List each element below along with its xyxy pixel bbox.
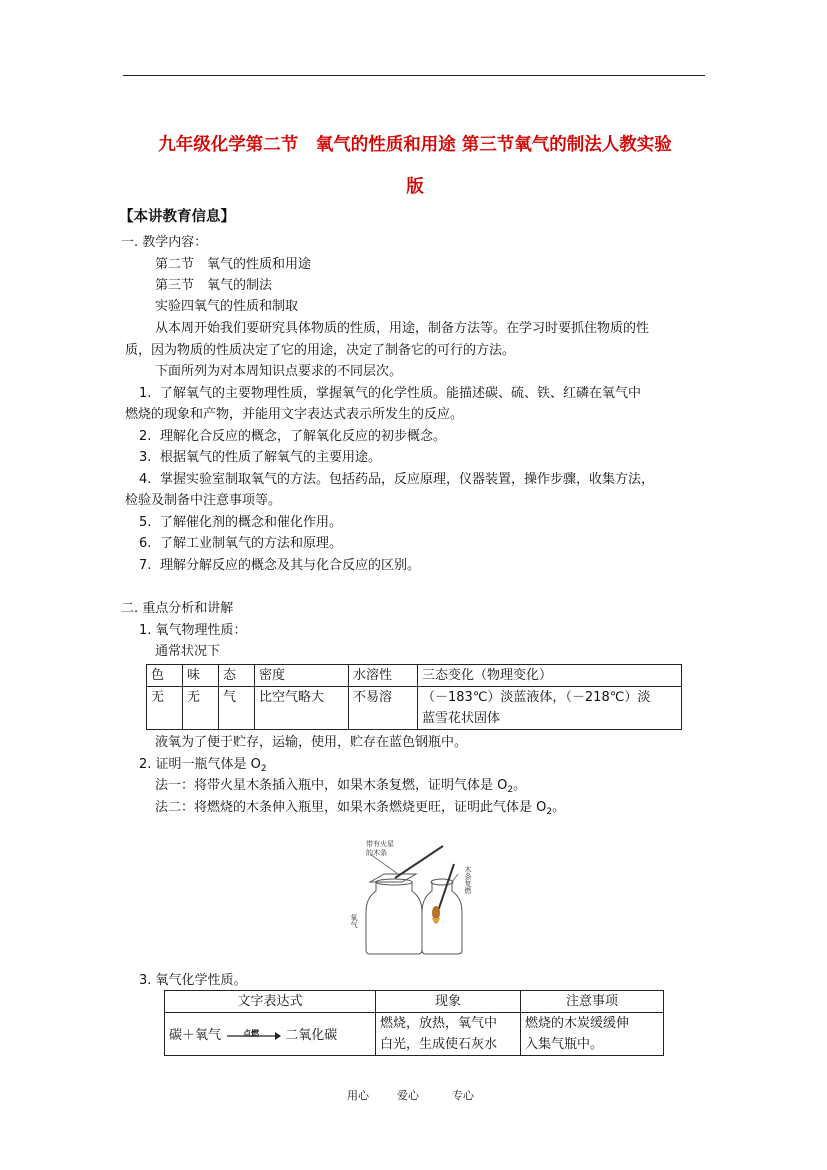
table-row bbox=[165, 1013, 664, 1056]
table-row bbox=[147, 687, 682, 730]
subsection-title: 1. 氧气物理性质： bbox=[139, 623, 247, 638]
req-number: 1. bbox=[139, 386, 152, 401]
reaction-arrow bbox=[225, 1026, 281, 1044]
table-header-cell: 密度 bbox=[255, 665, 349, 687]
figure-label: 氧气 bbox=[350, 914, 358, 928]
table-cell: 比空气略大 bbox=[255, 687, 349, 730]
req-text: 根据氧气的性质了解氧气的主要用途。 bbox=[160, 450, 382, 465]
req-text: 理解分解反应的概念及其与化合反应的区别。 bbox=[160, 558, 421, 573]
paragraph: 从本周开始我们要研究具体物质的性质，用途，制备方法等。在学习时要抓住物质的性 bbox=[155, 321, 650, 336]
phenomenon-line: 白光，生成使石灰水 bbox=[380, 1037, 498, 1052]
table-header-cell: 三态变化（物理变化） bbox=[418, 665, 682, 687]
paragraph: 质，因为物质的性质决定了它的用途，决定了制备它的可行的方法。 bbox=[125, 343, 516, 358]
reaction-condition: 点燃 bbox=[243, 1029, 260, 1038]
table-header-cell: 水溶性 bbox=[349, 665, 418, 687]
req-text: 了解工业制氧气的方法和原理。 bbox=[160, 536, 343, 551]
reactants: 碳＋氧气 bbox=[169, 1027, 222, 1043]
figure-label: 的木条 bbox=[366, 849, 387, 857]
table-cell bbox=[521, 1013, 664, 1056]
phenomenon-line: 燃烧，放热，氧气中 bbox=[380, 1016, 498, 1031]
req-text: 了解氧气的主要物理性质，掌握氧气的化学性质。能描述碳、硫、铁、红磷在氧气中 bbox=[160, 386, 642, 401]
product: 二氧化碳 bbox=[285, 1027, 338, 1043]
table-header-cell: 现象 bbox=[376, 991, 521, 1013]
req-text: 了解催化剂的概念和催化作用。 bbox=[160, 515, 343, 530]
table-cell: 不易溶 bbox=[349, 687, 418, 730]
word-equation bbox=[165, 1013, 376, 1056]
subsection-title: 3. 氧气化学性质。 bbox=[139, 973, 247, 988]
table-cell: 无 bbox=[147, 687, 183, 730]
part2-heading: 二. 重点分析和讲解 bbox=[121, 601, 234, 616]
method-one: 法一：将带火星木条插入瓶中，如果木条复燃，证明气体是 $O_2$。 bbox=[155, 778, 527, 795]
header-rule bbox=[123, 75, 705, 76]
table-header-row bbox=[165, 991, 664, 1013]
req-number: 4. bbox=[139, 472, 152, 487]
table-header-cell: 文字表达式 bbox=[165, 991, 376, 1013]
footer-text: 爱心 bbox=[397, 1089, 419, 1102]
state-change-line: 蓝雪花状固体 bbox=[422, 711, 501, 726]
subsection-title: 2. 证明一瓶气体是 $O_2$ bbox=[139, 757, 267, 774]
content-item: 第三节 氧气的制法 bbox=[155, 278, 273, 293]
footer-text: 用心 bbox=[347, 1089, 369, 1102]
table-cell bbox=[418, 687, 682, 730]
table-header-cell: 态 bbox=[219, 665, 255, 687]
req-text: 理解化合反应的概念，了解氧化反应的初步概念。 bbox=[160, 429, 447, 444]
page-title-line2: 版 bbox=[406, 177, 424, 197]
req-number: 6. bbox=[139, 536, 152, 551]
section-header: 【本讲教育信息】 bbox=[119, 209, 235, 225]
figure-label: 带有火星 bbox=[366, 840, 394, 848]
table-header-cell: 注意事项 bbox=[521, 991, 664, 1013]
chemical-properties-table bbox=[164, 990, 664, 1056]
req-text: 检验及制备中注意事项等。 bbox=[125, 493, 282, 508]
req-number: 3. bbox=[139, 450, 152, 465]
req-text: 掌握实验室制取氧气的方法。包括药品，反应原理，仪器装置，操作步骤，收集方法， bbox=[160, 472, 655, 487]
req-number: 2. bbox=[139, 429, 152, 444]
table-header-cell: 色 bbox=[147, 665, 183, 687]
table-cell: 气 bbox=[219, 687, 255, 730]
page-title-line1: 九年级化学第二节 氧气的性质和用途 第三节氧气的制法人教实验 bbox=[158, 135, 672, 155]
req-number: 5. bbox=[139, 515, 152, 530]
note-line: 燃烧的木炭缓缓伸 bbox=[525, 1016, 630, 1031]
paragraph: 液氧为了便于贮存，运输，使用，贮存在蓝色钢瓶中。 bbox=[155, 735, 468, 750]
table-cell bbox=[376, 1013, 521, 1056]
req-number: 7. bbox=[139, 558, 152, 573]
note-line: 入集气瓶中。 bbox=[525, 1037, 604, 1052]
table-cell: 无 bbox=[183, 687, 219, 730]
subsection-sub: 通常状况下 bbox=[155, 644, 221, 659]
paragraph: 下面所列为对本周知识点要求的不同层次。 bbox=[155, 364, 403, 379]
table-header-cell: 味 bbox=[183, 665, 219, 687]
state-change-line: （－183℃）淡蓝液体，（－218℃）淡 bbox=[422, 690, 651, 705]
table-header-row bbox=[147, 665, 682, 687]
part1-heading: 一. 教学内容： bbox=[121, 235, 208, 250]
oxygen-test-illustration bbox=[340, 834, 480, 958]
content-item: 第二节 氧气的性质和用途 bbox=[155, 257, 312, 272]
content-item: 实验四氧气的性质和制取 bbox=[155, 299, 299, 314]
arrow-icon bbox=[225, 1026, 281, 1044]
footer-text: 专心 bbox=[452, 1089, 474, 1102]
physical-properties-table bbox=[146, 664, 682, 730]
figure-label: 木条复燃 bbox=[464, 866, 472, 894]
method-two: 法二：将燃烧的木条伸入瓶里，如果木条燃烧更旺，证明此气体是 $O_2$。 bbox=[155, 800, 566, 817]
req-text: 燃烧的现象和产物，并能用文字表达式表示所发生的反应。 bbox=[125, 407, 464, 422]
